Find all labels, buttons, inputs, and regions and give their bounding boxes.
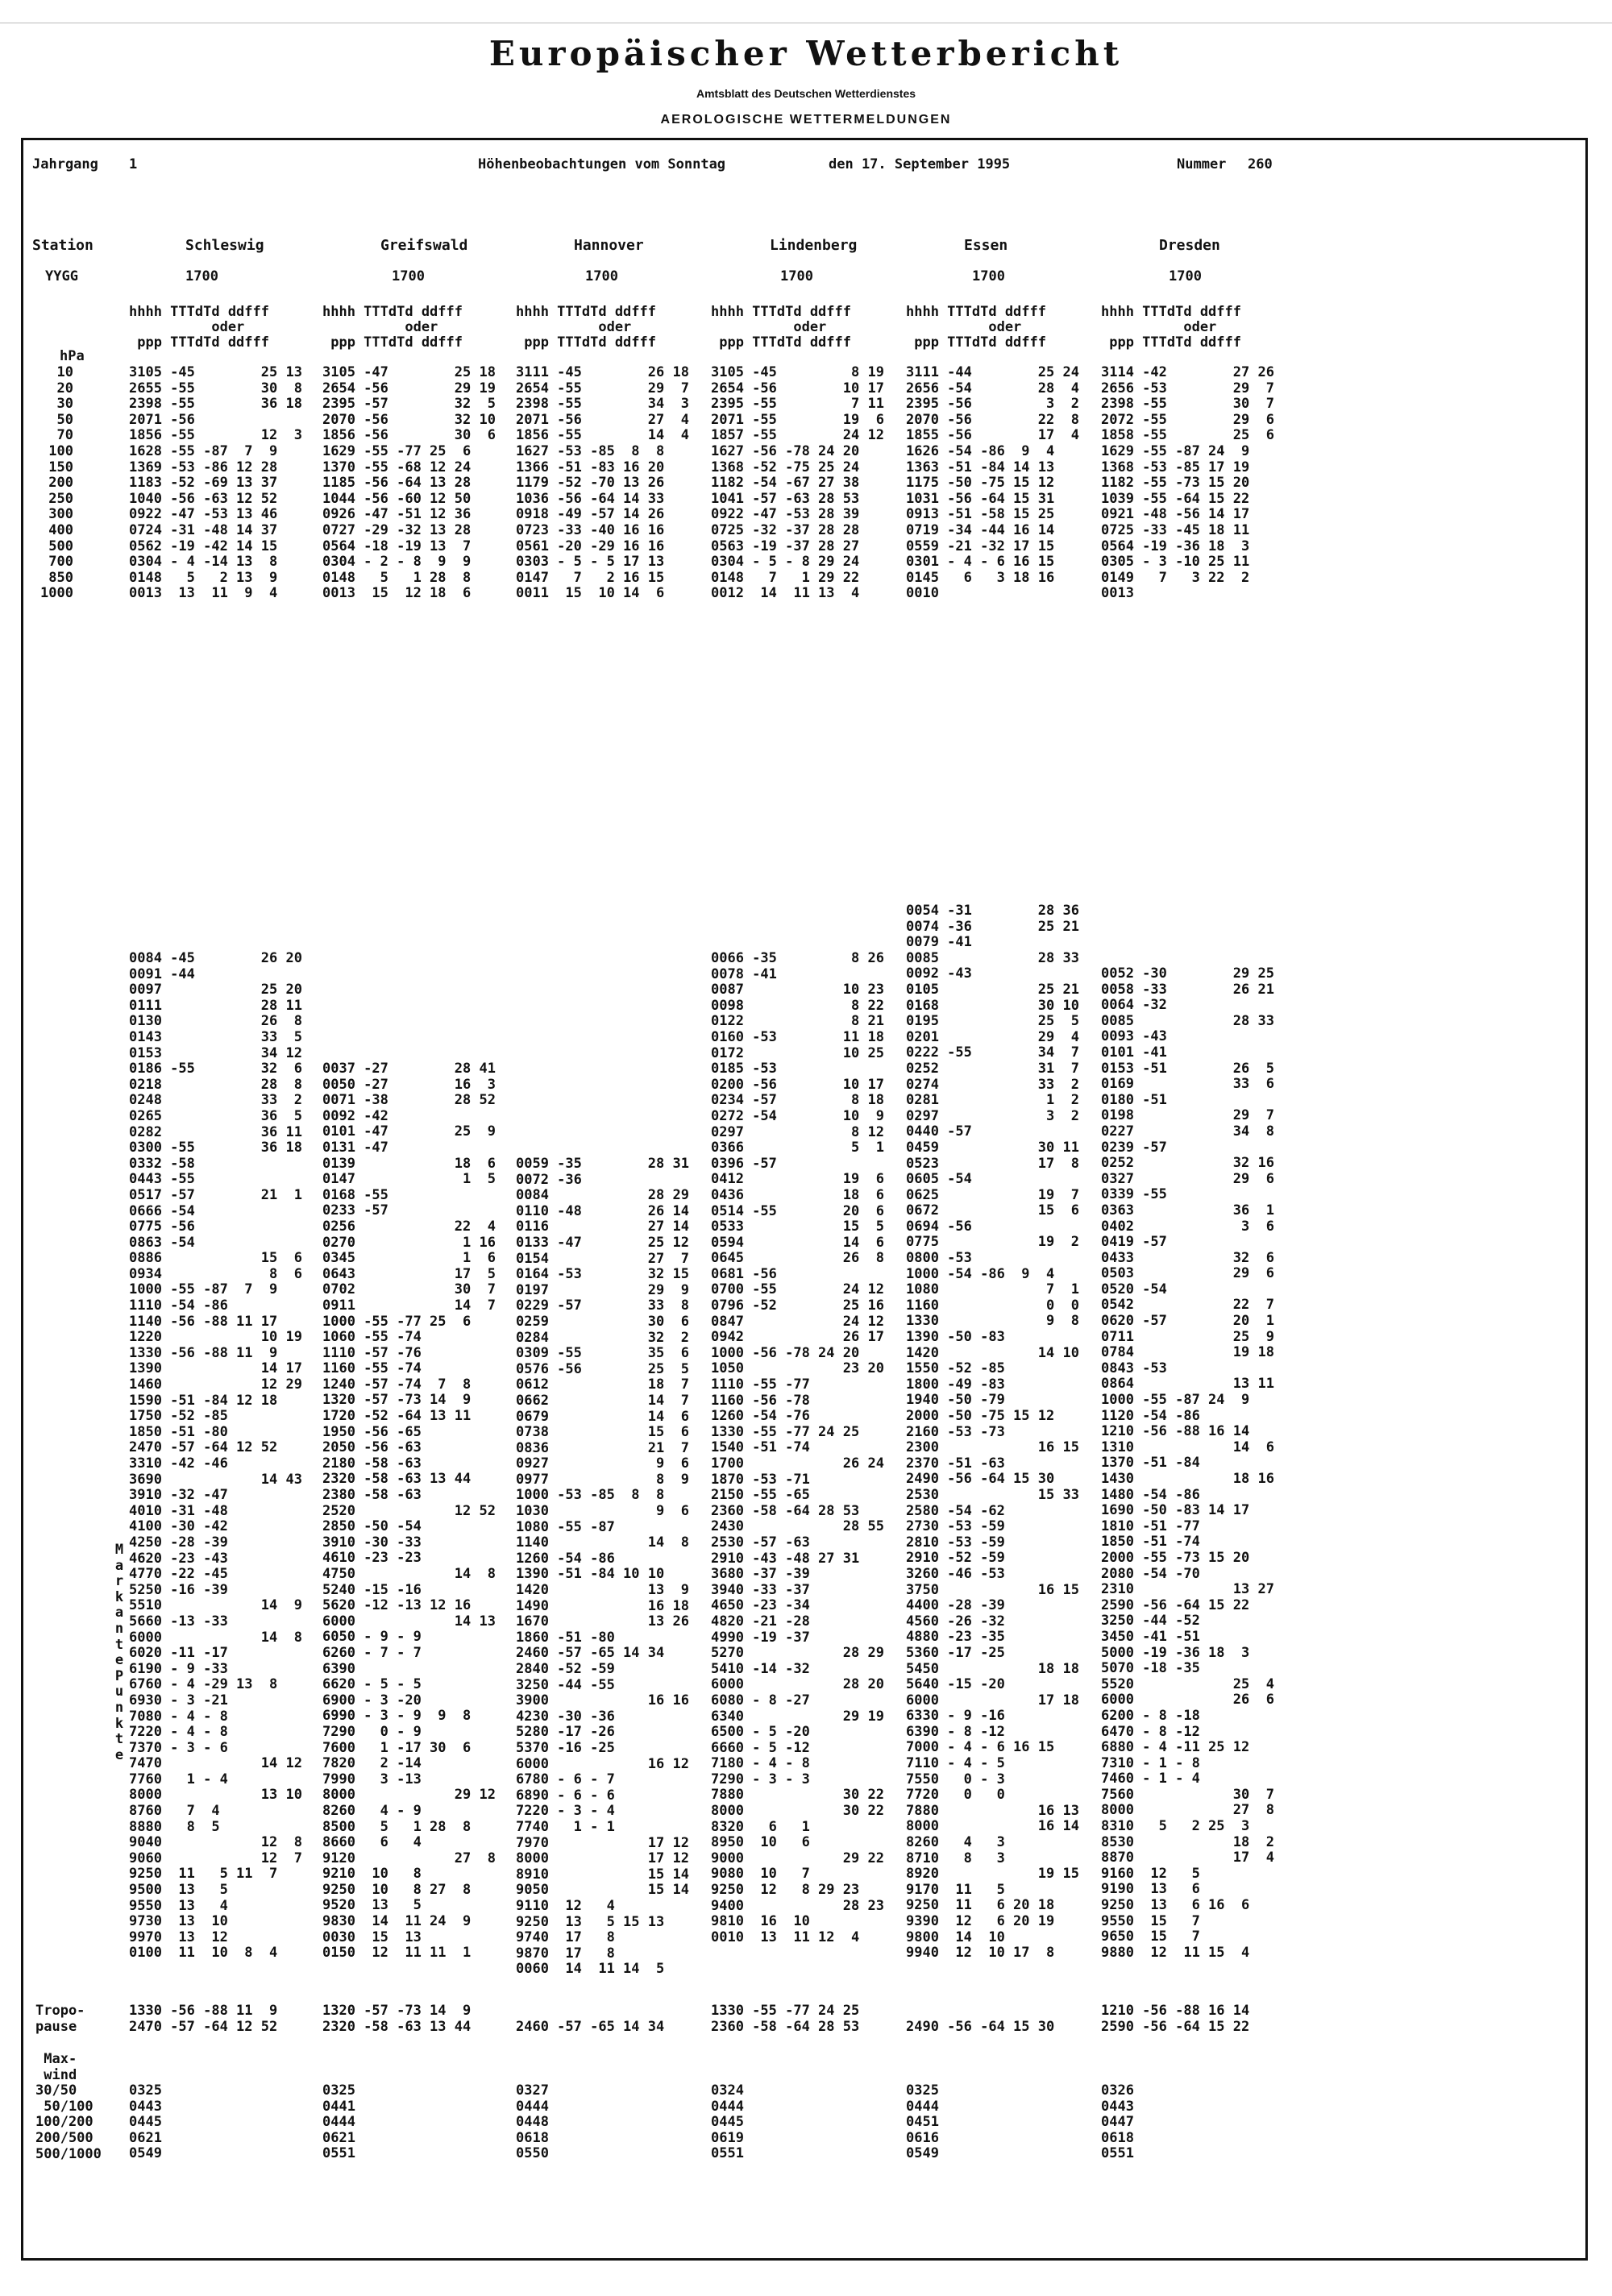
hpa-label: hPa [60, 348, 85, 364]
maxwind-values: 0327 0444 0448 0618 0550 [516, 2082, 549, 2162]
nummer-label: Nummer [1177, 156, 1227, 172]
page-subtitle: Amtsblatt des Deutschen Wetterdienstes [696, 87, 916, 100]
station-label: Station [32, 237, 93, 254]
tropopause-values: 2490 -56 -64 15 30 [906, 2018, 1055, 2035]
column-header: hhhh TTTdTd ddfff oder ppp TTTdTd ddfff [322, 304, 463, 351]
section-title: AEROLOGISCHE WETTERMELDUNGEN [660, 113, 952, 127]
column-header: hhhh TTTdTd ddfff oder ppp TTTdTd ddfff [516, 304, 656, 351]
station-time: 1700 [1169, 268, 1202, 284]
markante-punkte-label: M a r k a n t e P u n k t e [114, 1542, 124, 1763]
station-name: Lindenberg [770, 237, 858, 254]
tropopause-values: 1320 -57 -73 14 9 2320 -58 -63 13 44 [322, 2003, 472, 2035]
station-time: 1700 [585, 268, 618, 284]
standard-levels: 3111 -45 26 18 2654 -55 29 7 2398 -55 34 3 2071 -56 27 4 1856 -55 14 4 1627 -53 -85 8 8 1366 -51 -83 16 20 1179 -52 -70 13 26 1036 -56 -64 14 33 0918 -49 -57 14 26 0723 -33 -40 16 16 0561 -20 -29 16 16 0303 - 5 - 5 17 13 0147 7 2 16 15 0011 15 10 14 6 [516, 364, 689, 602]
station-name: Dresden [1159, 237, 1220, 254]
maxwind-values: 0326 0443 0447 0618 0551 [1101, 2082, 1134, 2162]
tropopause-values: 1210 -56 -88 16 14 2590 -56 -64 15 22 [1101, 2003, 1250, 2035]
page-title: Europäischer Wetterbericht [488, 34, 1124, 73]
station-name: Greifswald [380, 237, 468, 254]
significant-levels: 0037 -27 28 41 0050 -27 16 3 0071 -38 28 52 0092 -42 0101 -47 25 9 0131 -47 0139 18 6 0147 1 5 0168 -55 0233 -57 0256 22 4 0270 1 16 0345 1 6 0643 17 5 0702 30 7 0911 14 7 1000 -55 -77 25 6 1060 -55 -74 1110 -57 -76 1160 -55 -74 1240 -57 -74 7 8 1320 -57 -73 14 9 1720 -52 -64 13 11 1950 -56 -65 2050 -56 -63 2180 -58 -63 2320 -58 -63 13 44 2380 -58 -63 2520 12 52 2850 -50 -54 3910 -30 -33 4610 -23 -23 4750 14 8 5240 -15 -16 5620 -12 -13 12 16 6000 14 13 6050 - 9 - 9 6260 - 7 - 7 6390 6620 - 5 - 5 6900 - 3 -20 6990 - 3 - 9 9 8 7290 0 - 9 7600 1 -17 30 6 7820 2 -14 7990 3 -13 8000 29 12 8260 4 - 9 8500 5 1 28 8 8660 6 4 9120 27 8 9210 10 8 9250 10 8 27 8 9520 13 5 9830 14 11 24 9 0030 15 13 0150 12 11 11 1 [322, 1061, 496, 1962]
maxwind-label: Max- wind 30/50 50/100 100/200 200/500 500/1000 [35, 2051, 102, 2162]
column-header: hhhh TTTdTd ddfff oder ppp TTTdTd ddfff [129, 304, 269, 351]
standard-levels: 3105 -47 25 18 2654 -56 29 19 2395 -57 32 5 2070 -56 32 10 1856 -56 30 6 1629 -55 -77 25 6 1370 -55 -68 12 24 1185 -56 -64 13 28 1044 -56 -60 12 50 0926 -47 -51 12 36 0727 -29 -32 13 28 0564 -18 -19 13 7 0304 - 2 - 8 9 9 0148 5 1 28 8 0013 15 12 18 6 [322, 364, 496, 602]
maxwind-values: 0325 0444 0451 0616 0549 [906, 2082, 939, 2162]
column-header: hhhh TTTdTd ddfff oder ppp TTTdTd ddfff [1101, 304, 1241, 351]
tropopause-values: 1330 -56 -88 11 9 2470 -57 -64 12 52 [129, 2003, 278, 2035]
station-name: Hannover [574, 237, 644, 254]
maxwind-values: 0325 0443 0445 0621 0549 [129, 2082, 162, 2162]
jahrgang-value: 1 [129, 156, 138, 172]
pressure-levels: 10 20 30 50 70 100 150 200 250 300 400 500 700 850 1000 [40, 364, 73, 602]
jahrgang-label: Jahrgang [32, 156, 98, 172]
column-header: hhhh TTTdTd ddfff oder ppp TTTdTd ddfff [906, 304, 1046, 351]
report-date: den 17. September 1995 [829, 156, 1011, 172]
station-time: 1700 [392, 268, 425, 284]
station-time: 1700 [780, 268, 813, 284]
standard-levels: 3111 -44 25 24 2656 -54 28 4 2395 -56 3 2 2070 -56 22 8 1855 -56 17 4 1626 -54 -86 9 4 1363 -51 -84 14 13 1175 -50 -75 15 12 1031 -56 -64 15 31 0913 -51 -58 15 25 0719 -34 -44 16 14 0559 -21 -32 17 15 0301 - 4 - 6 16 15 0145 6 3 18 16 0010 [906, 364, 1079, 602]
maxwind-values: 0325 0441 0444 0621 0551 [322, 2082, 355, 2162]
tropopause-values: 2460 -57 -65 14 34 [516, 2018, 665, 2035]
yygg-label: YYGG [45, 268, 78, 284]
standard-levels: 3105 -45 25 13 2655 -55 30 8 2398 -55 36 18 2071 -56 1856 -55 12 3 1628 -55 -87 7 9 1369 -53 -86 12 28 1183 -52 -69 13 37 1040 -56 -63 12 52 0922 -47 -53 13 46 0724 -31 -48 14 37 0562 -19 -42 14 15 0304 - 4 -14 13 8 0148 5 2 13 9 0013 13 11 9 4 [129, 364, 302, 602]
significant-levels: 0066 -35 8 26 0078 -41 0087 10 23 0098 8 22 0122 8 21 0160 -53 11 18 0172 10 25 0185 -53 0200 -56 10 17 0234 -57 8 18 0272 -54 10 9 0297 8 12 0366 5 1 0396 -57 0412 19 6 0436 18 6 0514 -55 20 6 0533 15 5 0594 14 6 0645 26 8 0681 -56 0700 -55 24 12 0796 -52 25 16 0847 24 12 0942 26 17 1000 -56 -78 24 20 1050 23 20 1110 -55 -77 1160 -56 -78 1260 -54 -76 1330 -55 -77 24 25 1540 -51 -74 1700 26 24 1870 -53 -71 2150 -55 -65 2360 -58 -64 28 53 2430 28 55 2530 -57 -63 2910 -43 -48 27 31 3680 -37 -39 3940 -33 -37 4650 -23 -34 4820 -21 -28 4990 -19 -37 5270 28 29 5410 -14 -32 6000 28 20 6080 - 8 -27 6340 29 19 6500 - 5 -20 6660 - 5 -12 7180 - 4 - 8 7290 - 3 - 3 7880 30 22 8000 30 22 8320 6 1 8950 10 6 9000 29 22 9080 10 7 9250 12 8 29 23 9400 28 23 9810 16 10 0010 13 11 12 4 [711, 950, 884, 1945]
significant-levels: 0052 -30 29 25 0058 -33 26 21 0064 -32 0085 28 33 0093 -43 0101 -41 0153 -51 26 5 0169 33 6 0180 -51 0198 29 7 0227 34 8 0239 -57 0252 32 16 0327 29 6 0339 -55 0363 36 1 0402 3 6 0419 -57 0433 32 6 0503 29 6 0520 -54 0542 22 7 0620 -57 20 1 0711 25 9 0784 19 18 0843 -53 0864 13 11 1000 -55 -87 24 9 1120 -54 -86 1210 -56 -88 16 14 1310 14 6 1370 -51 -84 1430 18 16 1480 -54 -86 1690 -50 -83 14 17 1810 -51 -77 1850 -51 -74 2000 -55 -73 15 20 2080 -54 -70 2310 13 27 2590 -56 -64 15 22 3250 -44 -52 3450 -41 -51 5000 -19 -36 18 3 5070 -18 -35 5520 25 4 6000 26 6 6200 - 8 -18 6470 - 8 -12 6880 - 4 -11 25 12 7310 - 1 - 8 7460 - 1 - 4 7560 30 7 8000 27 8 8310 5 2 25 3 8530 18 2 8870 17 4 9160 12 5 9190 13 6 9250 13 6 16 6 9550 15 7 9650 15 7 9880 12 11 15 4 [1101, 965, 1274, 1961]
standard-levels: 3114 -42 27 26 2656 -53 29 7 2398 -55 30 7 2072 -55 29 6 1858 -55 25 6 1629 -55 -87 24 9 1368 -53 -85 17 19 1182 -55 -73 15 20 1039 -55 -64 15 22 0921 -48 -56 14 17 0725 -33 -45 18 11 0564 -19 -36 18 3 0305 - 3 -10 25 11 0149 7 3 22 2 0013 [1101, 364, 1274, 602]
observation-label: Höhenbeobachtungen vom Sonntag [478, 156, 726, 172]
standard-levels: 3105 -45 8 19 2654 -56 10 17 2395 -55 7 11 2071 -55 19 6 1857 -55 24 12 1627 -56 -78 24 20 1368 -52 -75 25 24 1182 -54 -67 27 38 1041 -57 -63 28 53 0922 -47 -53 28 39 0725 -32 -37 28 28 0563 -19 -37 28 27 0304 - 5 - 8 29 24 0148 7 1 29 22 0012 14 11 13 4 [711, 364, 884, 602]
station-time: 1700 [972, 268, 1005, 284]
column-header: hhhh TTTdTd ddfff oder ppp TTTdTd ddfff [711, 304, 851, 351]
station-name: Schleswig [185, 237, 264, 254]
tropopause-label: Tropo- pause [35, 2003, 85, 2035]
significant-levels: 0054 -31 28 36 0074 -36 25 21 0079 -41 0085 28 33 0092 -43 0105 25 21 0168 30 10 0195 25 5 0201 29 4 0222 -55 34 7 0252 31 7 0274 33 2 0281 1 2 0297 3 2 0440 -57 0459 30 11 0523 17 8 0605 -54 0625 19 7 0672 15 6 0694 -56 0775 19 2 0800 -53 1000 -54 -86 9 4 1080 7 1 1160 0 0 1330 9 8 1390 -50 -83 1420 14 10 1550 -52 -85 1800 -49 -83 1940 -50 -79 2000 -50 -75 15 12 2160 -53 -73 2300 16 15 2370 -51 -63 2490 -56 -64 15 30 2530 15 33 2580 -54 -62 2730 -53 -59 2810 -53 -59 2910 -52 -59 3260 -46 -53 3750 16 15 4400 -28 -39 4560 -26 -32 4880 -23 -35 5360 -17 -25 5450 18 18 5640 -15 -20 6000 17 18 6330 - 9 -16 6390 - 8 -12 7000 - 4 - 6 16 15 7110 - 4 - 5 7550 0 - 3 7720 0 0 7880 16 13 8000 16 14 8260 4 3 8710 8 3 8920 19 15 9170 11 5 9250 11 6 20 18 9390 12 6 20 19 9800 14 10 9940 12 10 17 8 [906, 903, 1079, 1962]
station-name: Essen [964, 237, 1008, 254]
nummer-value: 260 [1248, 156, 1273, 172]
maxwind-values: 0324 0444 0445 0619 0551 [711, 2082, 744, 2162]
significant-levels: 0084 -45 26 20 0091 -44 0097 25 20 0111 28 11 0130 26 8 0143 33 5 0153 34 12 0186 -55 32 6 0218 28 8 0248 33 2 0265 36 5 0282 36 11 0300 -55 36 18 0332 -58 0443 -55 0517 -57 21 1 0666 -54 0775 -56 0863 -54 0886 15 6 0934 8 6 1000 -55 -87 7 9 1110 -54 -86 1140 -56 -88 11 17 1220 10 19 1330 -56 -88 11 9 1390 14 17 1460 12 29 1590 -51 -84 12 18 1750 -52 -85 1850 -51 -80 2470 -57 -64 12 52 3310 -42 -46 3690 14 43 3910 -32 -47 4010 -31 -48 4100 -30 -42 4250 -28 -39 4620 -23 -43 4770 -22 -45 5250 -16 -39 5510 14 9 5660 -13 -33 6000 14 8 6020 -11 -17 6190 - 9 -33 6760 - 4 -29 13 8 6930 - 3 -21 7080 - 4 - 8 7220 - 4 - 8 7370 - 3 - 6 7470 14 12 7760 1 - 4 8000 13 10 8760 7 4 8880 8 5 9040 12 8 9060 12 7 9250 11 5 11 7 9500 13 5 9550 13 4 9730 13 10 9970 13 12 0100 11 10 8 4 [129, 950, 302, 1962]
significant-levels: 0059 -35 28 31 0072 -36 0084 28 29 0110 -48 26 14 0116 27 14 0133 -47 25 12 0154 27 7 0164 -53 32 15 0197 29 9 0229 -57 33 8 0259 30 6 0284 32 2 0309 -55 35 6 0576 -56 25 5 0612 18 7 0662 14 7 0679 14 6 0738 15 6 0836 21 7 0927 9 6 0977 8 9 1000 -53 -85 8 8 1030 9 6 1080 -55 -87 1140 14 8 1260 -54 -86 1390 -51 -84 10 10 1420 13 9 1490 16 18 1670 13 26 1860 -51 -80 2460 -57 -65 14 34 2840 -52 -59 3250 -44 -55 3900 16 16 4230 -30 -36 5280 -17 -26 5370 -16 -25 6000 16 12 6780 - 6 - 7 6890 - 6 - 6 7220 - 3 - 4 7740 1 - 1 7970 17 12 8000 17 12 8910 15 14 9050 15 14 9110 12 4 9250 13 5 15 13 9740 17 8 9870 17 8 0060 14 11 14 5 [516, 1156, 689, 1978]
station-time: 1700 [185, 268, 218, 284]
tropopause-values: 1330 -55 -77 24 25 2360 -58 -64 28 53 [711, 2003, 860, 2035]
